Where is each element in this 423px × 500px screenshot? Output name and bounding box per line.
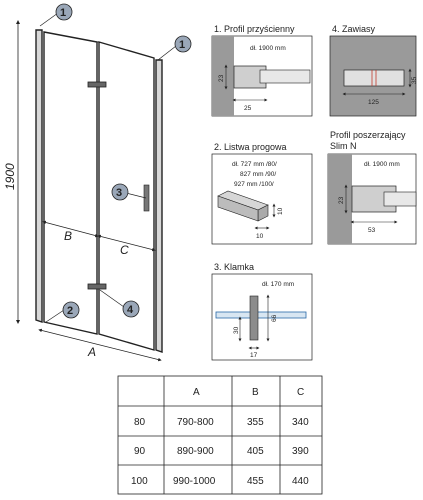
svg-text:405: 405 (247, 446, 264, 457)
svg-text:80: 80 (134, 417, 146, 428)
svg-text:66: 66 (271, 314, 278, 322)
door-drawing (3, 4, 191, 360)
svg-text:455: 455 (247, 476, 264, 487)
detail-slim-title-2: Slim N (330, 141, 357, 151)
detail-3-title: 3. Klamka (214, 262, 255, 272)
detail-listwa-progowa (212, 142, 312, 244)
width-a-label: A (88, 345, 97, 359)
svg-text:2: 2 (67, 305, 74, 317)
svg-text:10: 10 (277, 207, 284, 215)
svg-text:25: 25 (244, 105, 252, 112)
width-b-label: B (64, 229, 73, 243)
svg-text:440: 440 (292, 476, 309, 487)
svg-text:dł. 727 mm /80/: dł. 727 mm /80/ (232, 161, 277, 168)
svg-text:30: 30 (233, 326, 240, 334)
svg-text:1: 1 (179, 39, 186, 51)
width-c-label: C (120, 243, 129, 257)
detail-4-title: 4. Zawiasy (332, 24, 376, 34)
dimension-table (118, 376, 322, 494)
svg-text:390: 390 (292, 446, 309, 457)
detail-1-title: 1. Profil przyścienny (214, 24, 295, 34)
svg-text:340: 340 (292, 417, 309, 428)
table-row (131, 476, 309, 487)
table-row (134, 417, 309, 428)
table-header-cell: B (252, 387, 259, 398)
svg-text:23: 23 (338, 196, 345, 204)
table-header-cell: C (297, 387, 305, 398)
svg-text:dł. 170 mm: dł. 170 mm (262, 281, 295, 288)
svg-text:125: 125 (368, 99, 379, 106)
callout-3 (112, 184, 128, 200)
door-handle-top (88, 82, 106, 87)
svg-text:1: 1 (60, 7, 67, 19)
callout-2 (63, 302, 79, 318)
detail-slim-title-1: Profil poszerzający (330, 130, 406, 140)
svg-text:4: 4 (127, 304, 134, 316)
door-frame (36, 30, 162, 352)
svg-text:17: 17 (250, 352, 258, 359)
table-header (193, 387, 304, 398)
svg-text:827 mm /90/: 827 mm /90/ (240, 171, 277, 178)
detail-1-length: dł. 1900 mm (250, 45, 286, 52)
svg-text:355: 355 (247, 417, 264, 428)
svg-text:53: 53 (368, 227, 376, 234)
door-handle-bottom (88, 284, 106, 289)
svg-text:3: 3 (116, 187, 123, 199)
svg-text:990-1000: 990-1000 (173, 476, 216, 487)
table-header-cell: A (193, 387, 200, 398)
detail-klamka (212, 262, 312, 360)
callout-1b (175, 36, 191, 52)
height-label: 1900 (3, 163, 17, 190)
svg-text:35: 35 (411, 76, 418, 84)
svg-text:90: 90 (134, 446, 146, 457)
table-row (134, 446, 309, 457)
detail-profil-poszerzajacy (328, 130, 416, 244)
detail-2-title: 2. Listwa progowa (214, 142, 287, 152)
detail-zawiasy (330, 24, 418, 116)
svg-text:10: 10 (256, 233, 264, 240)
detail-profil-przyscienny (212, 24, 312, 116)
svg-text:790-800: 790-800 (177, 417, 214, 428)
svg-text:100: 100 (131, 476, 148, 487)
svg-text:927 mm /100/: 927 mm /100/ (234, 181, 274, 188)
svg-text:890-900: 890-900 (177, 446, 214, 457)
callout-4 (123, 301, 139, 317)
callout-1a (56, 4, 72, 20)
svg-text:dł. 1900 mm: dł. 1900 mm (364, 161, 400, 168)
svg-text:23: 23 (218, 74, 225, 82)
